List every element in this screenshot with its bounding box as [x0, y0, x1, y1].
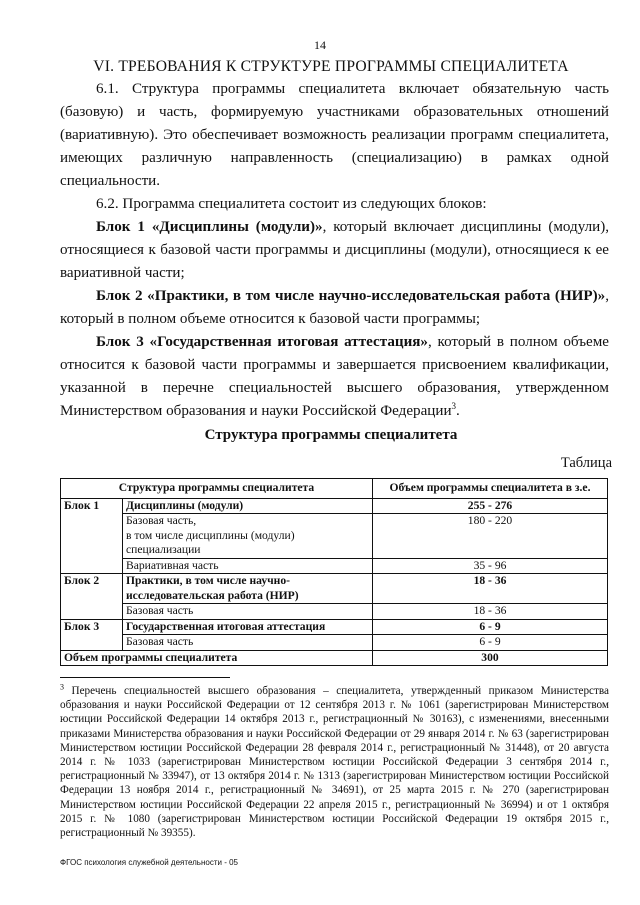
total-label: Объем программы специалитета: [61, 650, 373, 666]
table-row: [61, 604, 608, 620]
table-row: [61, 635, 608, 651]
block-3-description: , который в полном объеме относится к базовой части программы и завершается присвоением квалификации, указанной в перечне специальностей высшего образования, утвержденном Министерством образования и науки Российской Федерации: [60, 334, 609, 419]
block-3-end: .: [456, 403, 460, 419]
block-1-base-part: [123, 514, 373, 559]
total-value: 300: [373, 650, 608, 666]
table-row: [61, 558, 608, 574]
body-text: [60, 78, 609, 423]
block-1-value: 255 - 276: [373, 498, 608, 514]
block-3-value: 6 - 9: [373, 619, 608, 635]
block-2-base-value: 18 - 36: [373, 604, 608, 620]
block-2-base-part: Базовая часть: [123, 604, 373, 620]
block-1-base-line-1: Базовая часть,: [126, 514, 197, 527]
block-1-name: Дисциплины (модули): [123, 498, 373, 514]
page-number: 14: [314, 38, 326, 52]
page-footer: ФГОС психология служебной деятельности - 05: [60, 858, 238, 867]
block-2-name-line-1: Практики, в том числе научно-: [126, 574, 291, 587]
block-1-title: Блок 1 «Дисциплины (модули)»: [96, 219, 323, 235]
program-structure-table: [60, 478, 608, 666]
footnote-marker: 3: [60, 682, 64, 692]
footnote-text: Перечень специальностей высшего образования – специалитета, утвержденный приказом Министерства образования и науки Российской Федерации от 12 сентября 2013 г. № 1061 (зарегистрирован Министерством юстиции Российской Федерации 14 октября 2013 г., регистрационный № 30163), с изменениями, внесенными приказами Министерства образования и науки Российской Федерации от 29 января 2014 г. № 63 (зарегистрирован Министерством юстиции Российской Федерации 28 февраля 2014 г., регистрационный № 31448), от 20 августа 2014 г. № 1033 (зарегистрирован Министерством юстиции Российской Федерации 3 сентября 2014 г., регистрационный № 33947), от 13 октября 2014 г. № 1313 (зарегистрирован Министерством юстиции Российской Федерации 13 ноября 2014 г., регистрационный № 34691), от 25 марта 2015 г. № 270 (зарегистрирован Министерством юстиции Российской Федерации 22 апреля 2015 г., регистрационный № 36994) и от 1 октября 2015 г. № 1080 (зарегистрирован Министерством юстиции Российской Федерации 19 октября 2015 г., регистрационный № 39355).: [60, 685, 609, 840]
block-2-name: [123, 574, 373, 604]
block-1-label: Блок 1: [61, 498, 123, 574]
paragraph-block-1: [60, 216, 609, 285]
paragraph-block-3: [60, 331, 609, 423]
block-1-description: , который включает дисциплины (модули), относящиеся к базовой части программы и дисциплины (модули), относящиеся к ее вариативной части;: [60, 219, 610, 281]
block-3-base-value: 6 - 9: [373, 635, 608, 651]
block-3-base-part: Базовая часть: [123, 635, 373, 651]
block-2-description: , который в полном объеме относится к базовой части программы;: [60, 288, 609, 327]
footnote: [60, 684, 609, 840]
block-3-name: Государственная итоговая аттестация: [123, 619, 373, 635]
table-row: [61, 619, 608, 635]
block-1-variable-part: Вариативная часть: [123, 558, 373, 574]
table-caption: Таблица: [560, 455, 612, 471]
block-3-label: Блок 3: [61, 619, 123, 650]
paragraph-6-1: 6.1. Структура программы специалитета включает обязательную часть (базовую) и часть, формируемую участниками образовательных отношений (вариативную). Это обеспечивает возможность реализации программ специалитета, имеющих различную направленность (специализацию) в рамках одной специальности.: [60, 81, 609, 189]
paragraph-6-2: 6.2. Программа специалитета состоит из следующих блоков:: [96, 196, 487, 212]
block-1-base-value: 180 - 220: [373, 514, 608, 559]
block-1-variable-value: 35 - 96: [373, 558, 608, 574]
block-1-base-line-2: в том числе дисциплины (модули): [126, 528, 295, 542]
footnote-divider: [60, 677, 230, 678]
table-total-row: [61, 650, 608, 666]
block-2-title: Блок 2 «Практики, в том числе научно-исследовательская работа (НИР)»: [96, 288, 606, 304]
block-2-name-line-2: исследовательская работа (НИР): [126, 588, 299, 602]
paragraph-block-2: [60, 285, 609, 331]
header-volume: Объем программы специалитета в з.е.: [373, 479, 608, 499]
section-title: VI. ТРЕБОВАНИЯ К СТРУКТУРЕ ПРОГРАММЫ СПЕЦИАЛИТЕТА: [93, 58, 569, 75]
header-structure: Структура программы специалитета: [61, 479, 373, 499]
footnote-reference: 3: [451, 400, 457, 411]
table-header-row: [61, 479, 608, 499]
block-2-label: Блок 2: [61, 574, 123, 620]
block-3-title: Блок 3 «Государственная итоговая аттестация»: [96, 334, 428, 350]
table-row: [61, 498, 608, 514]
block-1-base-line-3: специализации: [126, 543, 201, 556]
block-2-value: 18 - 36: [373, 574, 608, 604]
table-row: [61, 574, 608, 604]
table-row: [61, 514, 608, 559]
table-title: Структура программы специалитета: [204, 427, 458, 443]
